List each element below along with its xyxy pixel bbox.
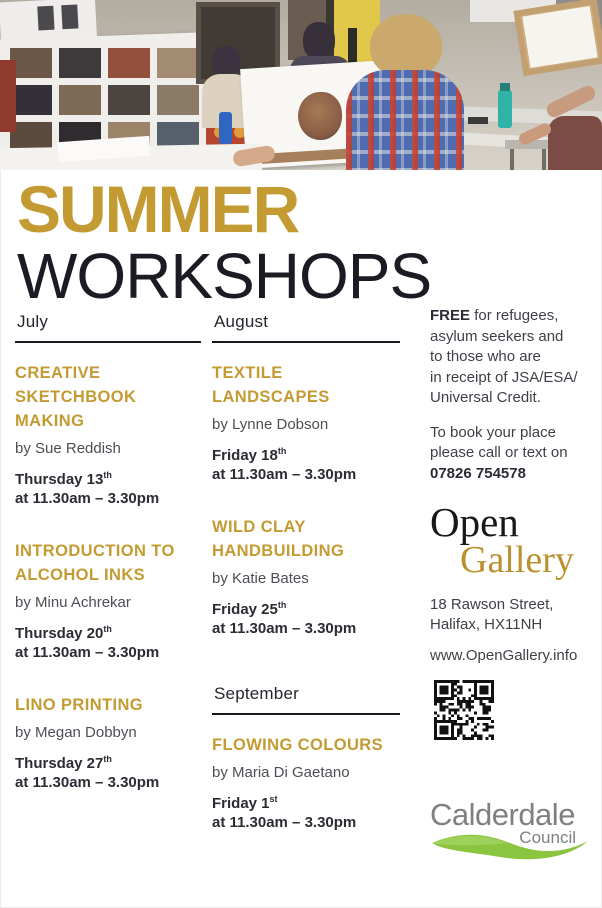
workshop-time: at 11.30am – 3.30pm [15,774,160,791]
workshop-tutor: by Sue Reddish [15,440,121,457]
council-sub: Council [519,828,576,847]
workshop-date: Friday 25th [212,600,287,618]
photo-sketch [298,92,342,140]
free-offer-text: FREE for refugees, asylum seekers and to those who are in receipt of JSA/ESA/ Universal Credit. [430,307,578,406]
photo-shape [0,60,16,132]
photo-shape [468,117,488,124]
qr-code [434,680,494,740]
month-header-september: September [212,678,400,715]
photo-grid-cell [108,48,150,78]
workshop-time: at 11.30am – 3.30pm [212,814,357,831]
workshop-time: at 11.30am – 3.30pm [212,620,357,637]
council-name: Calderdale [430,797,575,832]
photo-grid-cell [10,48,52,78]
month-header-july: July [15,306,201,343]
column-august-september [212,306,400,863]
workshop-tutor: by Lynne Dobson [212,416,329,433]
photo-bottle [219,112,232,144]
photo-bottle [500,83,510,91]
photo-bottle [498,90,512,128]
month-header-august: August [212,306,400,343]
photo-chair [542,149,546,170]
workshop-date: Thursday 27th [15,754,112,772]
workshop-tutor: by Megan Dobbyn [15,724,137,741]
calderdale-council-logo [430,797,590,863]
open-gallery-logo [430,499,602,581]
workshop-tutor: by Katie Bates [212,570,309,587]
workshop-tutor: by Maria Di Gaetano [212,764,350,781]
workshop-time: at 11.30am – 3.30pm [212,466,357,483]
title-workshops: WORKSHOPS [17,240,432,312]
workshop-title: WILD CLAY HANDBUILDING [212,518,345,560]
title-summer: SUMMER [17,172,299,246]
logo-open-word: Open [430,499,519,545]
photo-chair [510,149,514,170]
photo-grid-cell [157,48,199,78]
studio-photo [0,0,602,170]
photo-sketchpad [513,0,602,76]
workshop-time: at 11.30am – 3.30pm [15,644,160,661]
photo-grid-cell [59,48,101,78]
gallery-website[interactable]: www.OpenGallery.info [430,647,578,664]
photo-art-sign [0,0,97,42]
workshop-item [212,515,400,638]
photo-grid-cell [108,85,150,115]
workshop-title: LINO PRINTING [15,696,144,714]
booking-text: To book your place please call or text on 07826 754578 [430,423,568,482]
column-july [15,306,201,823]
workshop-date: Thursday 13th [15,470,112,488]
photo-person [370,14,442,78]
workshop-tutor: by Minu Achrekar [15,594,131,611]
phone-number: 07826 754578 [430,464,526,482]
workshop-title: INTRODUCTION TO ALCOHOL INKS [15,542,175,584]
workshop-date: Friday 18th [212,446,287,464]
workshop-time: at 11.30am – 3.30pm [15,490,160,507]
photo-grid-cell [59,85,101,115]
workshop-item [15,539,201,662]
page-title [17,172,432,312]
workshop-date: Thursday 20th [15,624,112,642]
workshop-title: TEXTILE LANDSCAPES [212,364,330,406]
workshop-title: FLOWING COLOURS [212,736,383,754]
workshop-item [212,361,400,484]
info-column [430,306,602,863]
workshop-item [212,733,400,832]
photo-grid-cell [157,85,199,115]
photo-person [548,116,602,170]
workshop-title: CREATIVE SKETCHBOOK MAKING [15,364,137,430]
free-label: FREE [430,307,471,324]
gallery-address: 18 Rawson Street, Halifax, HX11NH [430,596,554,633]
workshop-date: Friday 1st [212,794,278,812]
photo-person [303,22,335,60]
workshop-item [15,361,201,508]
workshop-item [15,693,201,792]
photo-grid-cell [10,85,52,115]
photo-person [346,70,464,170]
logo-gallery-word: Gallery [460,539,574,581]
